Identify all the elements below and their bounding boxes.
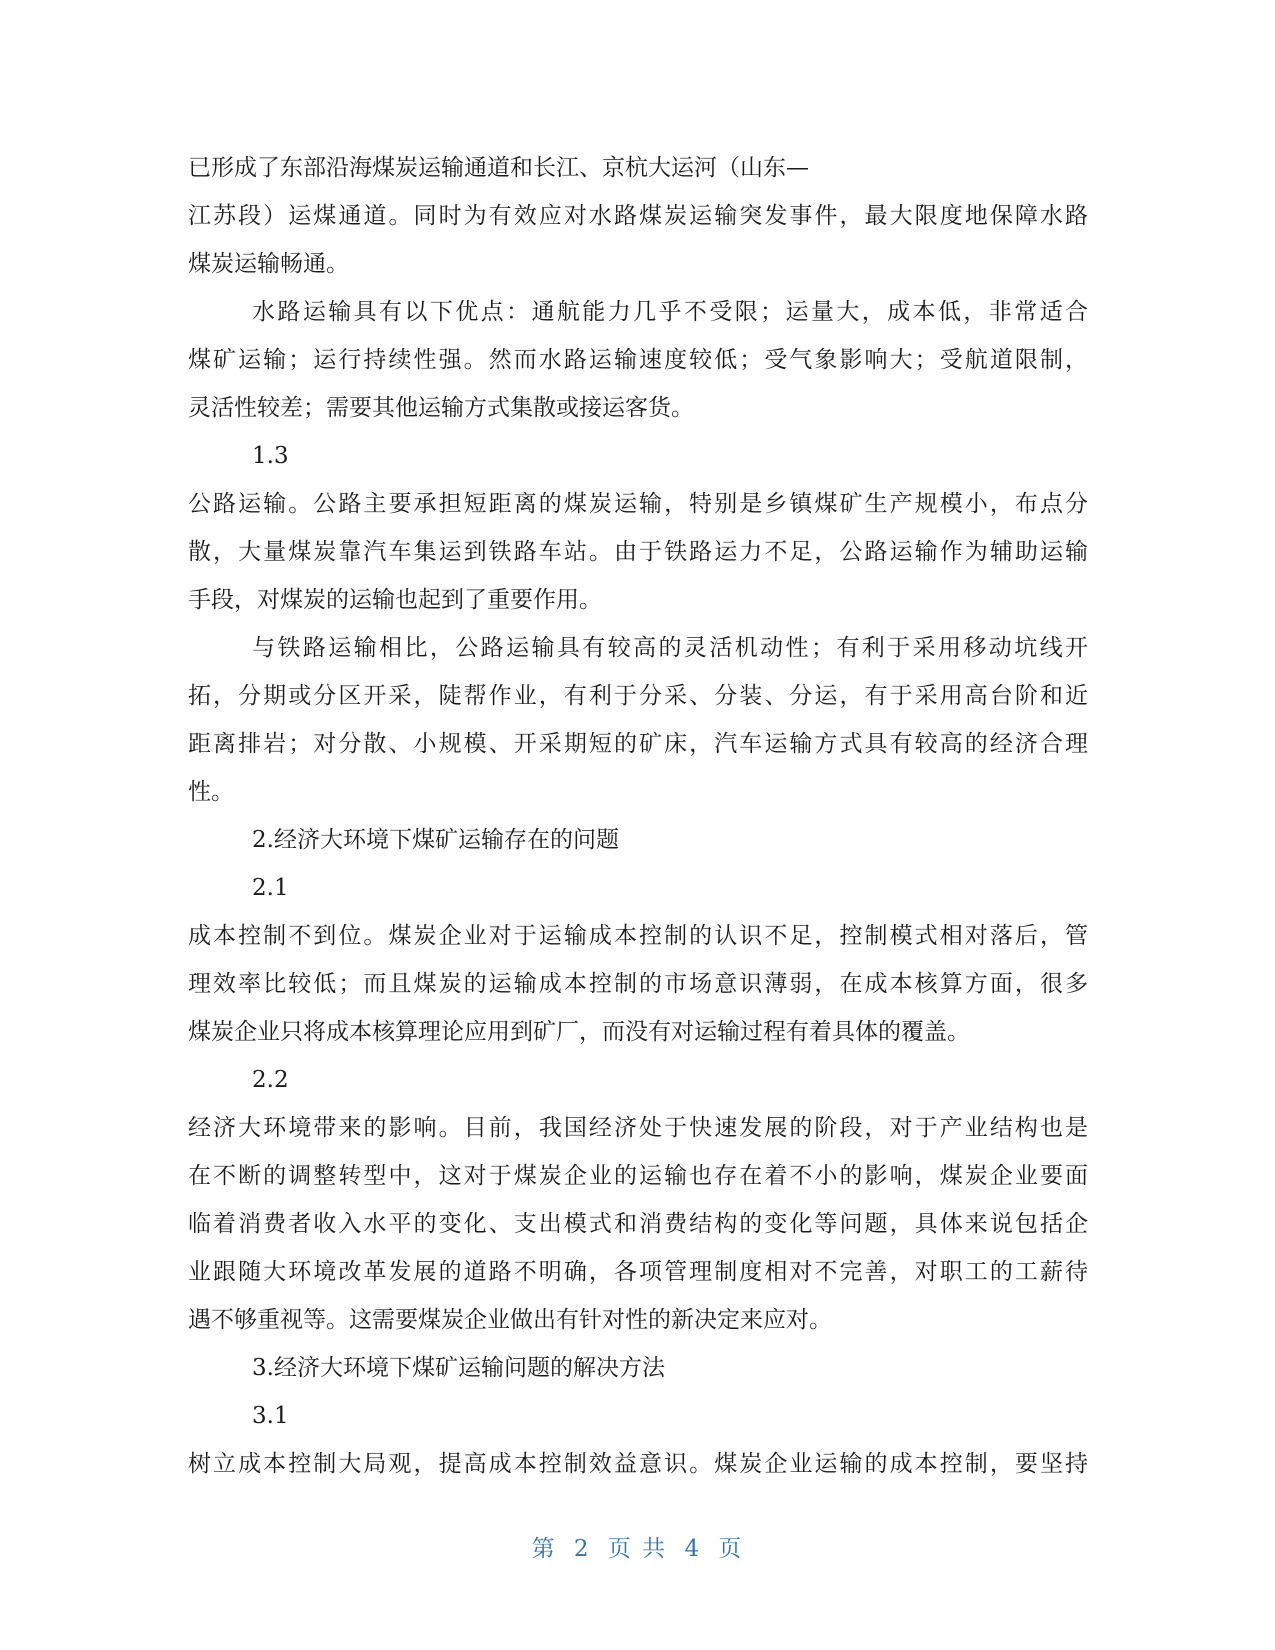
text-line: 已形成了东部沿海煤炭运输通道和长江、京杭大运河（山东— (188, 155, 809, 181)
text-line: 在不断的调整转型中，这对于煤炭企业的运输也存在着不小的影响，煤炭企业要面 (188, 1163, 1088, 1189)
text-line: 灵活性较差；需要其他运输方式集散或接运客货。 (188, 395, 694, 421)
text-line: 3.1 (252, 1403, 289, 1429)
page-footer (0, 1530, 1275, 1563)
text-line: 遇不够重视等。这需要煤炭企业做出有针对性的新决定来应对。 (188, 1307, 832, 1333)
text-line: 性。 (188, 779, 234, 805)
text-line: 距离排岩；对分散、小规模、开采期短的矿床，汽车运输方式具有较高的经济合理 (188, 731, 1088, 757)
text-line: 业跟随大环境改革发展的道路不明确，各项管理制度相对不完善，对职工的工薪待 (188, 1259, 1088, 1285)
footer-page-number: 2 (573, 1536, 591, 1562)
text-line: 树立成本控制大局观，提高成本控制效益意识。煤炭企业运输的成本控制，要坚持 (188, 1451, 1088, 1477)
text-line: 理效率比较低；而且煤炭的运输成本控制的市场意识薄弱，在成本核算方面，很多 (188, 971, 1088, 997)
text-line: 水路运输具有以下优点：通航能力几乎不受限；运量大，成本低，非常适合 (252, 299, 1088, 325)
text-line: 散，大量煤炭靠汽车集运到铁路车站。由于铁路运力不足，公路运输作为辅助运输 (188, 539, 1088, 565)
text-line: 2.2 (252, 1067, 289, 1093)
text-line: 成本控制不到位。煤炭企业对于运输成本控制的认识不足，控制模式相对落后，管 (188, 923, 1088, 949)
text-line: 公路运输。公路主要承担短距离的煤炭运输，特别是乡镇煤矿生产规模小，布点分 (188, 491, 1088, 517)
document-body (188, 144, 1088, 1488)
footer-suffix: 页 (718, 1536, 744, 1562)
text-line: 3.经济大环境下煤矿运输问题的解决方法 (252, 1355, 665, 1381)
text-line: 临着消费者收入水平的变化、支出模式和消费结构的变化等问题，具体来说包括企 (188, 1211, 1088, 1237)
text-line: 2.经济大环境下煤矿运输存在的问题 (252, 827, 619, 853)
text-line: 江苏段）运煤通道。同时为有效应对水路煤炭运输突发事件，最大限度地保障水路 (188, 203, 1088, 229)
text-line: 1.3 (252, 443, 289, 469)
text-line: 煤炭运输畅通。 (188, 251, 349, 277)
text-line: 2.1 (252, 875, 289, 901)
text-line: 煤矿运输；运行持续性强。然而水路运输速度较低；受气象影响大；受航道限制， (188, 347, 1088, 373)
text-line: 煤炭企业只将成本核算理论应用到矿厂，而没有对运输过程有着具体的覆盖。 (188, 1019, 970, 1045)
footer-prefix: 第 (531, 1536, 557, 1562)
text-line: 经济大环境带来的影响。目前，我国经济处于快速发展的阶段，对于产业结构也是 (188, 1115, 1088, 1141)
footer-total-pages: 4 (684, 1536, 702, 1562)
text-line: 手段，对煤炭的运输也起到了重要作用。 (188, 587, 602, 613)
footer-middle: 页 共 (607, 1536, 668, 1562)
text-line: 拓，分期或分区开采，陡帮作业，有利于分采、分装、分运，有于采用高台阶和近 (188, 683, 1088, 709)
text-line: 与铁路运输相比，公路运输具有较高的灵活机动性；有利于采用移动坑线开 (252, 635, 1088, 661)
